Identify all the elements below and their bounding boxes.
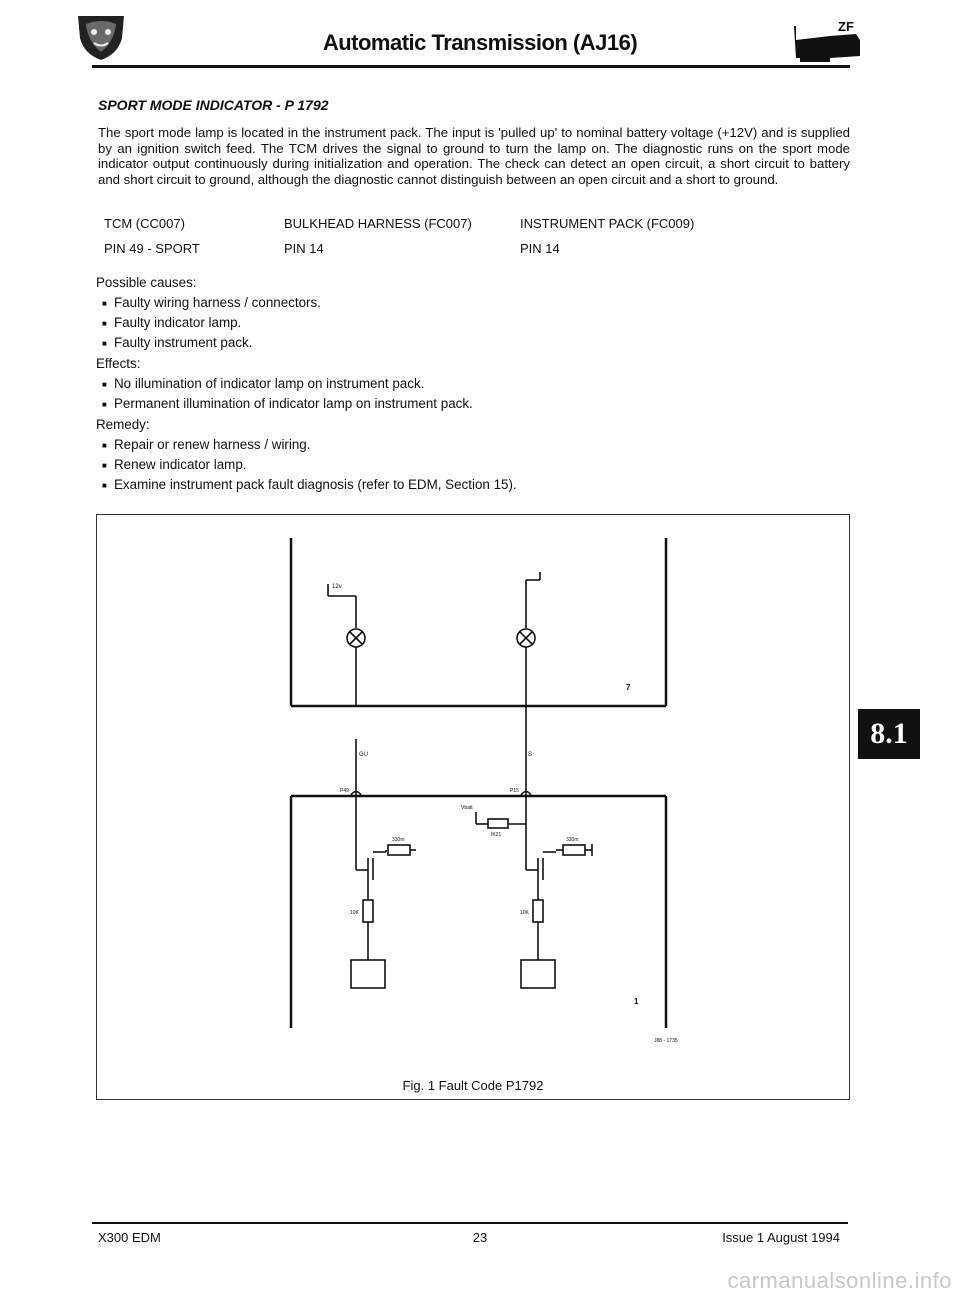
list-item: ■ Repair or renew harness / wiring. xyxy=(102,437,311,452)
list-item: ■ Faulty indicator lamp. xyxy=(102,315,242,330)
wiring-diagram xyxy=(96,514,850,1100)
page-number: 23 xyxy=(472,1230,488,1245)
figure-caption: Fig. 1 Fault Code P1792 xyxy=(402,1078,544,1093)
list-item: ■ Permanent illumination of indicator lamp on instrument pack. xyxy=(102,396,473,411)
zf-label: ZF xyxy=(838,19,854,34)
label-10k-right: 10K xyxy=(520,910,529,916)
list-item: ■ Faulty wiring harness / connectors. xyxy=(102,295,321,310)
label-fig-ref: J88 - 1735 xyxy=(654,1038,678,1044)
header-divider xyxy=(92,65,850,68)
label-pack-number: 7 xyxy=(626,683,631,692)
pin-table xyxy=(104,216,764,266)
pin-header-instrument: INSTRUMENT PACK (FC009) xyxy=(520,216,695,231)
label-330-right: 330m xyxy=(566,837,579,843)
list-item: ■ Faulty instrument pack. xyxy=(102,335,253,350)
diagnosis-lists xyxy=(96,272,517,495)
list-item: ■ Examine instrument pack fault diagnosis (refer to EDM, Section 15). xyxy=(102,477,517,492)
page-header-title: Automatic Transmission (AJ16) xyxy=(322,30,638,55)
label-vbatt: Vbatt xyxy=(461,805,473,811)
label-12v: 12v xyxy=(332,584,342,590)
label-pin-p15: P15 xyxy=(510,788,519,794)
pin-header-bulkhead: BULKHEAD HARNESS (FC007) xyxy=(284,216,472,231)
label-pin-p49: P49 xyxy=(340,788,349,794)
pin-cell-tcm: PIN 49 - SPORT xyxy=(104,241,200,256)
remedy-heading: Remedy: xyxy=(96,417,150,432)
list-item: ■ No illumination of indicator lamp on instrument pack. xyxy=(102,376,425,391)
pin-cell-instrument: PIN 14 xyxy=(520,241,560,256)
footer-issue: Issue 1 August 1994 xyxy=(722,1230,840,1245)
intro-paragraph: The sport mode lamp is located in the instrument pack. The input is 'pulled up' to nominal battery voltage (+12V) and is supplied by an ignition switch feed. The TCM drives the signal to ground to turn the lamp on. The diagnostic runs on the sport mode indicator output continuously during initialization and operation. The check can detect an open circuit, a short circuit to battery and short circuit to ground, although the diagnostic cannot distinguish between an open circuit and a short to ground. xyxy=(98,125,850,187)
section-title: SPORT MODE INDICATOR - P 1792 xyxy=(98,97,329,113)
list-item: ■ Renew indicator lamp. xyxy=(102,457,247,472)
pin-table-header xyxy=(104,216,764,241)
watermark: carmanualsonline.info xyxy=(727,1268,952,1293)
causes-heading: Possible causes: xyxy=(96,275,197,290)
transmission-icon xyxy=(790,18,862,64)
label-ic-ref: IK21 xyxy=(491,832,502,838)
section-tab: 8.1 xyxy=(858,709,920,759)
pin-cell-bulkhead: PIN 14 xyxy=(284,241,324,256)
label-tcm-number: 1 xyxy=(634,997,639,1006)
pin-table-row xyxy=(104,241,764,266)
footer-divider xyxy=(92,1222,848,1224)
label-wire-s: S xyxy=(528,752,533,758)
label-330-left: 330m xyxy=(392,837,405,843)
label-wire-gu: GU xyxy=(359,752,368,758)
effects-heading: Effects: xyxy=(96,356,141,371)
label-10k-left: 10K xyxy=(350,910,359,916)
footer-doc-name: X300 EDM xyxy=(98,1230,161,1245)
pin-header-tcm: TCM (CC007) xyxy=(104,216,185,231)
